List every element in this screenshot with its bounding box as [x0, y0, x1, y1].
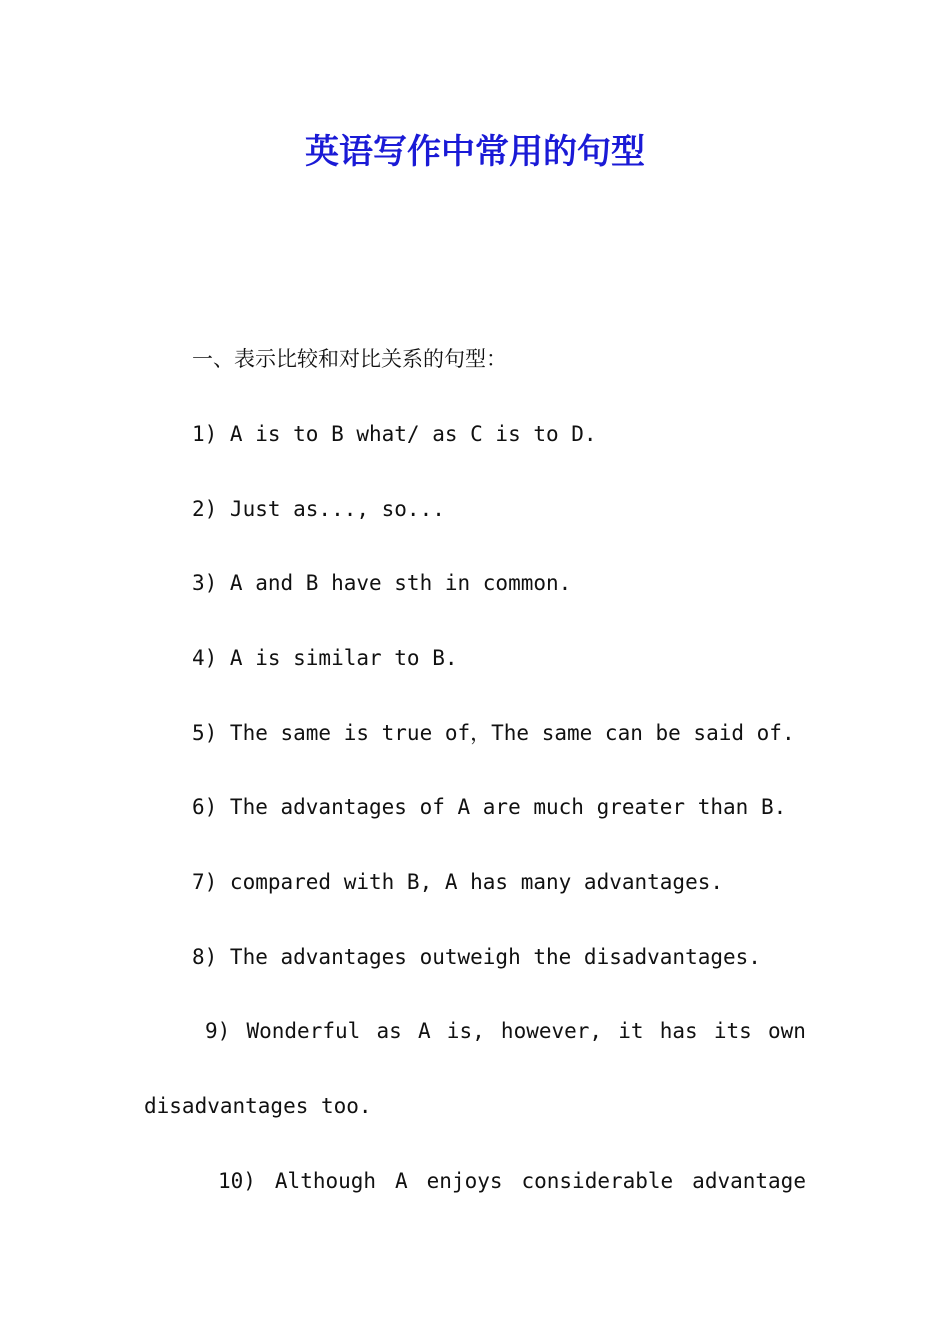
item10-word: advantage [692, 1169, 806, 1193]
list-item-8: 8) The advantages outweigh the disadvantages. [192, 945, 761, 969]
item9-word: as [376, 1019, 402, 1043]
item9-word: A [417, 1019, 431, 1043]
item10-word: A [395, 1169, 408, 1193]
list-item-10 [218, 1166, 806, 1196]
list-item-9 [205, 1016, 806, 1046]
item9-word: 9) [205, 1019, 231, 1043]
list-item-1: 1) A is to B what/ as C is to D. [192, 422, 597, 446]
item9-word: own [768, 1019, 806, 1043]
list-item-2: 2) Just as..., so... [192, 497, 445, 521]
item10-word: enjoys [426, 1169, 503, 1193]
item9-word: however, [500, 1019, 603, 1043]
item10-word: 10) [218, 1169, 256, 1193]
list-item-9-continuation: disadvantages too. [144, 1094, 372, 1118]
document-title: 英语写作中常用的句型 [305, 132, 645, 172]
list-item-3: 3) A and B have sth in common. [192, 571, 572, 595]
list-item-6: 6) The advantages of A are much greater than B. [192, 795, 787, 819]
item10-word: Although [274, 1169, 377, 1193]
item9-word: its [713, 1019, 752, 1043]
list-item-7: 7) compared with B, A has many advantages. [192, 870, 724, 894]
item9-word: it [618, 1019, 644, 1043]
list-item-4: 4) A is similar to B. [192, 646, 458, 670]
item9-word: Wonderful [246, 1019, 361, 1043]
section-heading: 一、表示比较和对比关系的句型： [192, 347, 507, 371]
item9-word: is, [446, 1019, 485, 1043]
item10-word: considerable [521, 1169, 674, 1193]
item9-word: has [659, 1019, 698, 1043]
list-item-5: 5) The same is true of，The same can be said of. [192, 721, 795, 745]
